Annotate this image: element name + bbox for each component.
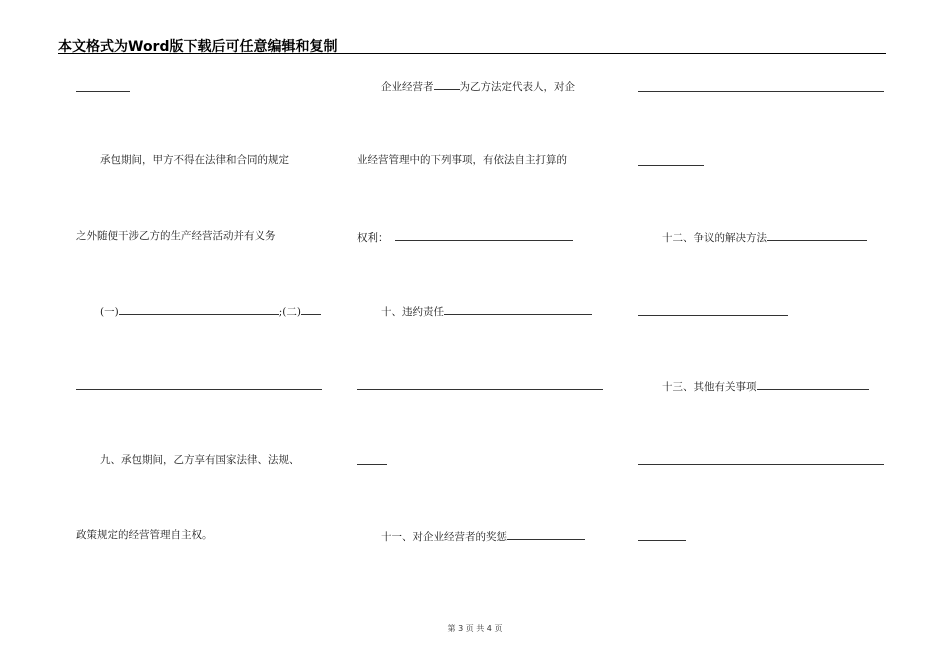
paragraph-line: 承包期间，甲方不得在法律和合同的规定 — [100, 154, 289, 166]
fill-blank — [395, 229, 573, 241]
fill-blank — [301, 303, 321, 315]
paragraph-line — [76, 303, 324, 319]
blank-line — [638, 464, 884, 465]
section-heading-line — [638, 378, 886, 394]
item-label-1: (一) — [100, 306, 119, 318]
blank-line — [76, 389, 322, 390]
section-heading: 十一、对企业经营者的奖惩 — [381, 531, 507, 543]
paragraph-line — [357, 78, 605, 94]
fill-blank — [767, 229, 867, 241]
column-middle — [357, 0, 605, 672]
fill-blank — [757, 378, 869, 390]
blank-line — [638, 91, 884, 92]
fill-blank — [119, 303, 279, 315]
text-segment: 权利： — [357, 232, 389, 244]
page-number: 第 3 页 共 4 页 — [447, 624, 503, 633]
item-label-2: ;(二) — [278, 306, 301, 318]
paragraph-line: 政策规定的经营管理自主权。 — [76, 529, 213, 541]
blank-line — [357, 389, 603, 390]
blank-line — [76, 91, 130, 92]
text-segment: 为乙方法定代表人，对企 — [459, 81, 575, 93]
fill-blank — [434, 78, 460, 90]
column-left — [76, 0, 324, 672]
section-heading-line — [638, 229, 886, 245]
blank-line — [638, 540, 686, 541]
paragraph-line: 九、承包期间，乙方享有国家法律、法规、 — [100, 454, 300, 466]
document-header-title: 本文格式为Word版下载后可任意编辑和复制 — [58, 39, 338, 55]
fill-blank — [507, 528, 585, 540]
column-right — [638, 0, 886, 672]
section-heading-line — [357, 303, 605, 319]
fill-blank — [444, 303, 592, 315]
paragraph-line: 之外随便干涉乙方的生产经营活动并有义务 — [76, 230, 276, 242]
section-heading: 十、违约责任 — [381, 306, 444, 318]
section-heading-line — [357, 528, 605, 544]
section-heading: 十二、争议的解决方法 — [662, 232, 767, 244]
section-heading: 十三、其他有关事项 — [662, 381, 757, 393]
blank-line — [638, 315, 788, 316]
paragraph-line — [357, 229, 605, 245]
blank-line — [638, 165, 704, 166]
text-segment: 企业经营者 — [381, 81, 434, 93]
blank-line — [357, 464, 387, 465]
paragraph-line: 业经营管理中的下列事项，有依法自主打算的 — [357, 154, 567, 166]
